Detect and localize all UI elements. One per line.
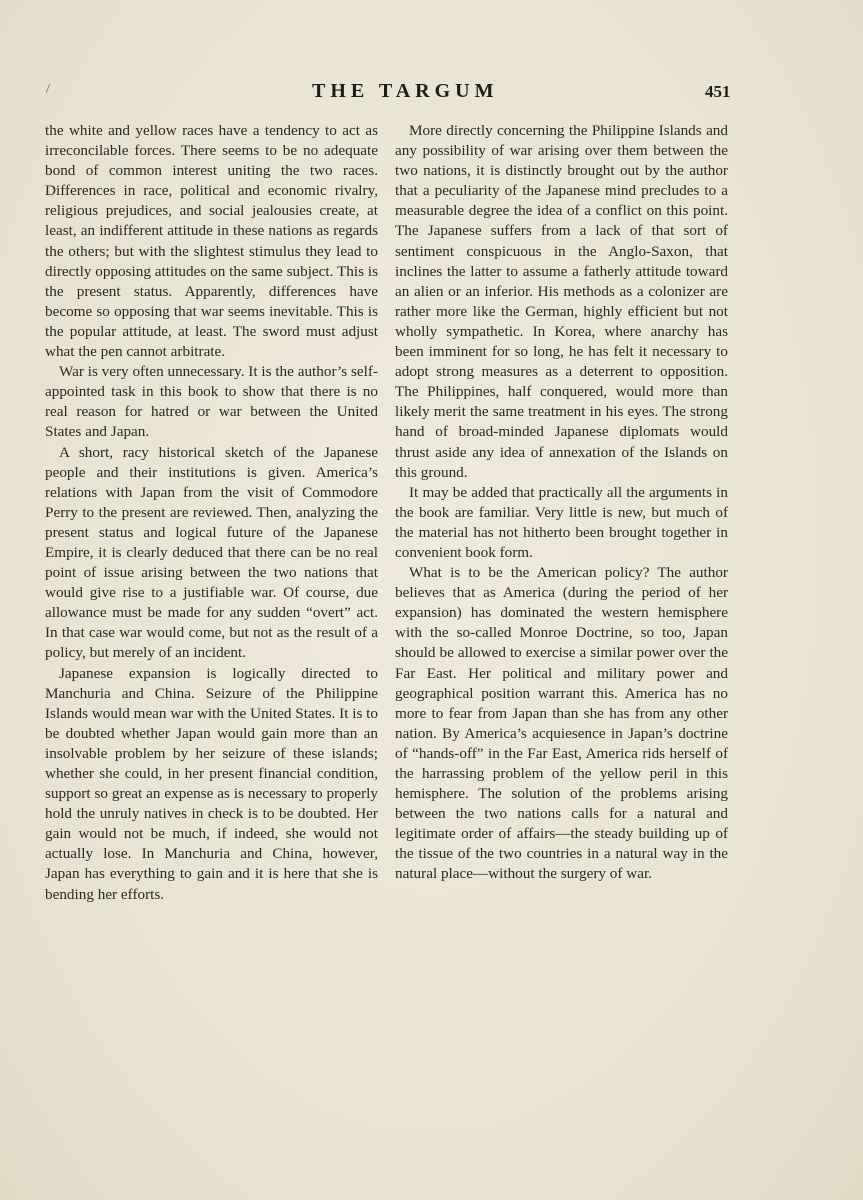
left-column [45, 121, 378, 905]
paragraph: More directly concerning the Philippine Islands and any possibility of war arising over them between the two nations, it is distinctly brought out by the author that a peculiarity of the Japanese mind precludes to a measurable degree the idea of a conflict on this point. The Japanese suffers from a lack of that sort of sentiment conspicuous in the Anglo-Saxon, that inclines the latter to assume a fatherly attitude toward an alien or an inferior. His methods as a colonizer are rather more like the German, highly efficient but not wholly sympathetic. In Korea, where anarchy has been imminent for so long, he has felt it necessary to adopt strong measures as a deterrent to opposition. The Philippines, half conquered, would more than likely merit the same treatment in his eyes. The strong hand of broad-minded Japanese diplomats would thrust aside any idea of annexation of the Islands on this ground. [395, 122, 728, 481]
paragraph: the white and yellow races have a tendency to act as irreconcilable forces. There seems to be no adequate bond of common interest uniting the two races. Differences in race, political and economic rivalry, religious prejudices, and social jealousies create, at least, an indifferent attitude in these nations as regards the others; but with the slightest stimulus they lead to directly opposing attitudes on the same subject. This is the present status. Apparently, differences have become so opposing that war seems inevitable. This is the popular attitude, at least. The sword must adjust what the pen cannot arbitrate. [45, 122, 378, 361]
paragraph: It may be added that practically all the arguments in the book are familiar. Very little is new, but much of the material has not hitherto been brought together in convenient book form. [395, 483, 728, 561]
journal-title: THE TARGUM [312, 80, 499, 102]
paragraph: A short, racy historical sketch of the Japanese people and their institutions is given. America’s relations with Japan from the visit of Commodore Perry to the present are reviewed. Then, analyzing the present status and logical future of the Japanese Empire, it is clearly deduced that there can be no real point of issue arising between the two nations that would give rise to a justifiable war. Of course, due allowance must be made for any sudden “overt” act. In that case war would come, but not as the result of a policy, but merely of an incident. [45, 443, 378, 662]
paragraph: Japanese expansion is logically directed to Manchuria and China. Seizure of the Philippine Islands would mean war with the United States. It is to be doubted whether Japan would gain more than an insolvable problem by her seizure of these islands; whether she could, in her present financial condition, support so great an expense as is necessary to properly hold the unruly natives in check is to be doubted. Her gain would not be much, if indeed, she would not actually lose. In Manchuria and China, however, Japan has everything to gain and it is here that she is bending her efforts. [45, 664, 378, 903]
right-column [395, 121, 728, 885]
paragraph: War is very often unnecessary. It is the author’s self-appointed task in this book to show that there is no real reason for hatred or war between the United States and Japan. [45, 363, 378, 441]
margin-mark: / [46, 82, 50, 97]
paragraph: What is to be the American policy? The author believes that as America (during the period of her expansion) has dominated the western hemisphere with the so-called Monroe Doctrine, so too, Japan should be allowed to exercise a similar power over the Far East. Her political and military power and geographical position warrant this. America has no more to fear from Japan than she has from any other nation. By America’s acquiesence in Japan’s doctrine of “hands-off” in the Far East, America rids herself of the harrassing problem of the yellow peril in this hemisphere. The solution of the problems arising between the two nations calls for a natural and legitimate order of affairs—the steady building up of the tissue of the two countries in a natural way in the natural place—without the surgery of war. [395, 564, 728, 883]
page-number: 451 [705, 82, 731, 101]
running-header [0, 80, 863, 108]
